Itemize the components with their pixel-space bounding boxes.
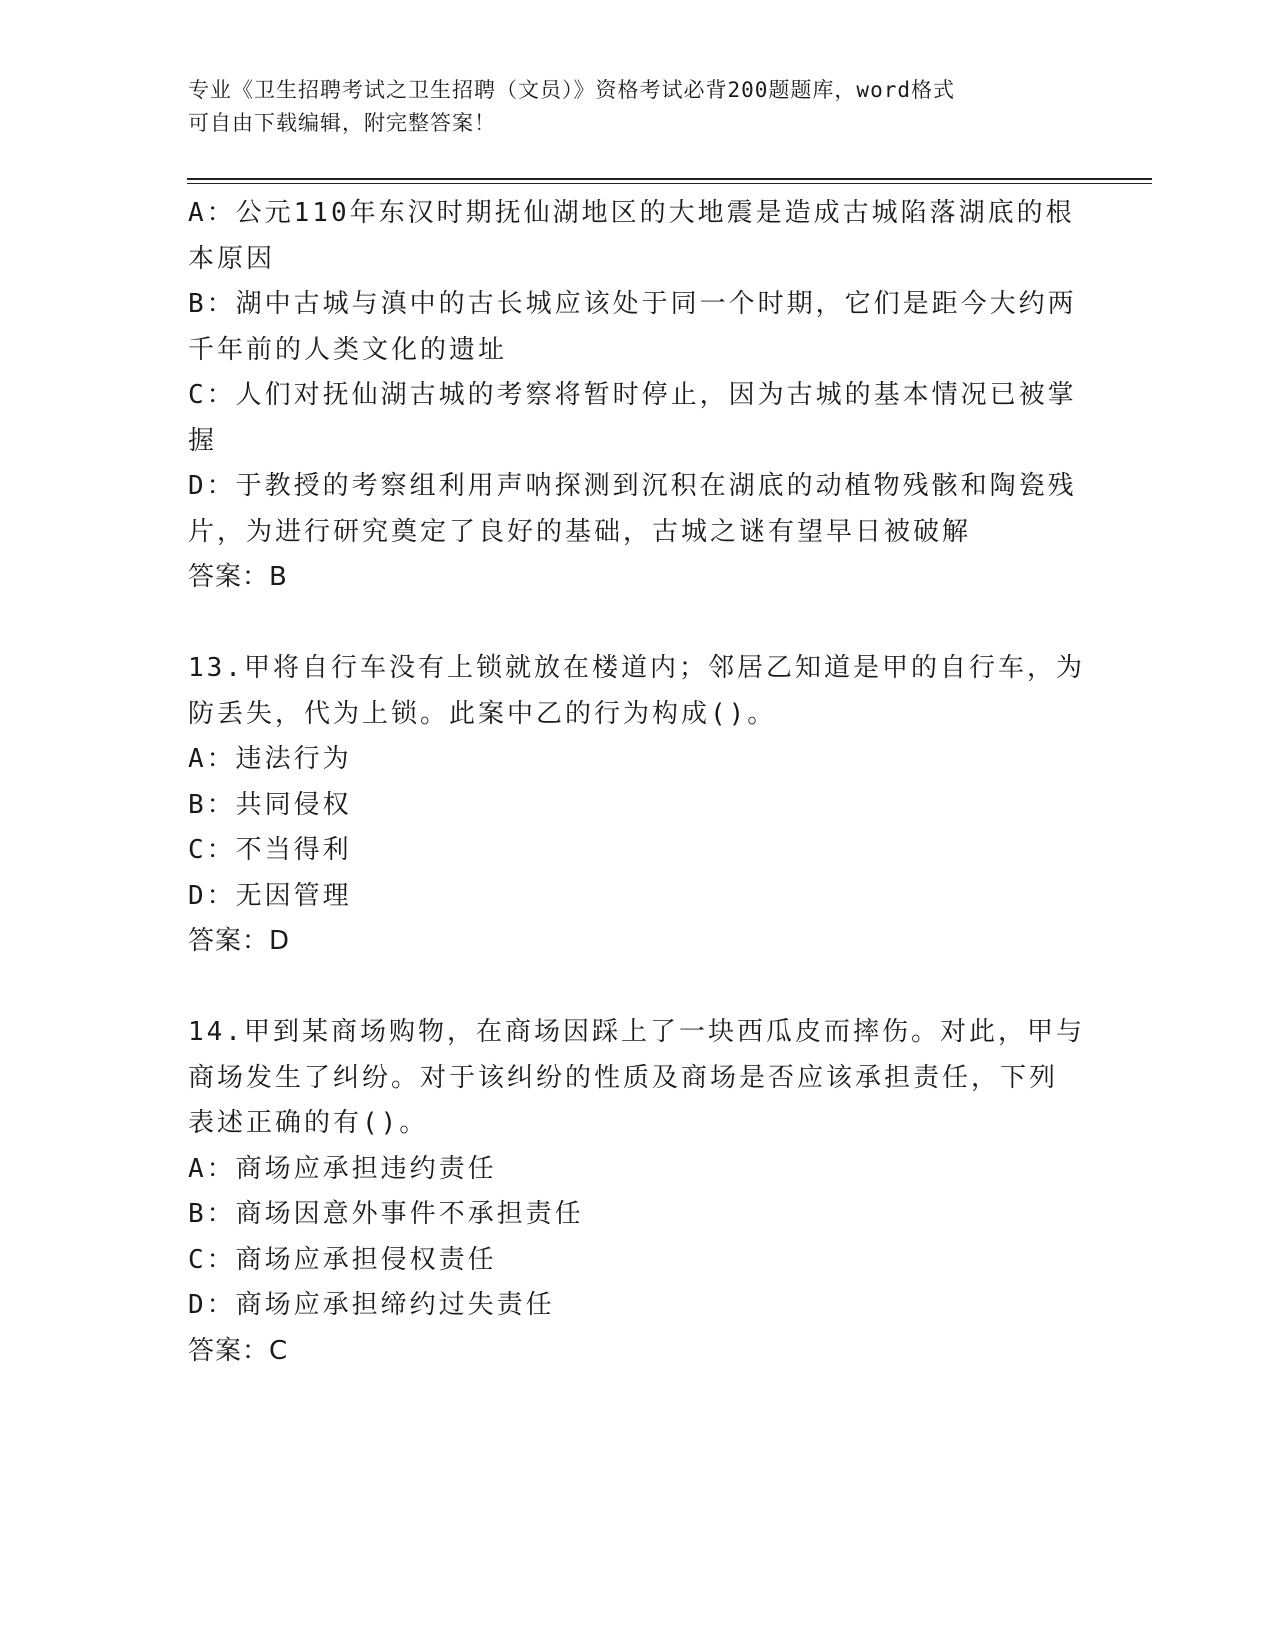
question-stem-line-3: 表述正确的有()。 (188, 1108, 429, 1138)
question-stem-line-1: 14.甲到某商场购物，在商场因踩上了一块西瓜皮而摔伤。对此，甲与 (188, 1017, 1085, 1047)
question-stem-line-2: 商场发生了纠纷。对于该纠纷的性质及商场是否应该承担责任，下列 (188, 1062, 1059, 1093)
option-d-line-2: 片，为进行研究奠定了良好的基础，古城之谜有望早日被破解 (188, 516, 972, 547)
option-d-line-1: D：于教授的考察组利用声呐探测到沉积在湖底的动植物残骸和陶瓷残 (188, 471, 1077, 501)
option-c: C：不当得利 (188, 835, 352, 865)
spacer (188, 601, 1088, 647)
answer-line: 答案：B (188, 562, 288, 592)
option-b: B：共同侵权 (188, 789, 352, 820)
option-c-line-1: C：人们对抚仙湖古城的考察将暂时停止，因为古城的基本情况已被掌 (188, 380, 1077, 410)
spacer (188, 965, 1088, 1011)
document-header (188, 74, 1088, 140)
option-a: A：违法行为 (188, 744, 352, 774)
header-divider-thick (187, 178, 1152, 180)
question-content (188, 191, 1088, 1374)
header-line-1: 专业《卫生招聘考试之卫生招聘（文员）》资格考试必背200题题库，word格式 (188, 78, 955, 102)
question-stem-line-1: 13.甲将自行车没有上锁就放在楼道内；邻居乙知道是甲的自行车，为 (188, 653, 1085, 683)
option-b: B：商场因意外事件不承担责任 (188, 1199, 584, 1229)
option-d: D：无因管理 (188, 880, 352, 911)
option-d: D：商场应承担缔约过失责任 (188, 1290, 555, 1320)
option-a: A：商场应承担违约责任 (188, 1153, 497, 1184)
answer-line: 答案：C (188, 1335, 289, 1366)
option-b-line-1: B：湖中古城与滇中的古长城应该处于同一个时期，它们是距今大约两 (188, 289, 1077, 319)
header-line-2: 可自由下载编辑，附完整答案！ (188, 111, 496, 135)
question-12 (188, 191, 1088, 601)
header-divider-thin (187, 183, 1152, 184)
question-14 (188, 1010, 1088, 1374)
question-13 (188, 646, 1088, 965)
option-a-line-1: A：公元110年东汉时期抚仙湖地区的大地震是造成古城陷落湖底的根 (188, 198, 1075, 228)
option-a-line-2: 本原因 (188, 243, 276, 274)
option-b-line-2: 千年前的人类文化的遗址 (188, 334, 508, 365)
answer-line: 答案：D (188, 926, 291, 956)
option-c: C：商场应承担侵权责任 (188, 1244, 497, 1275)
question-stem-line-2: 防丢失，代为上锁。此案中乙的行为构成()。 (188, 698, 777, 729)
option-c-line-2: 握 (188, 425, 218, 456)
